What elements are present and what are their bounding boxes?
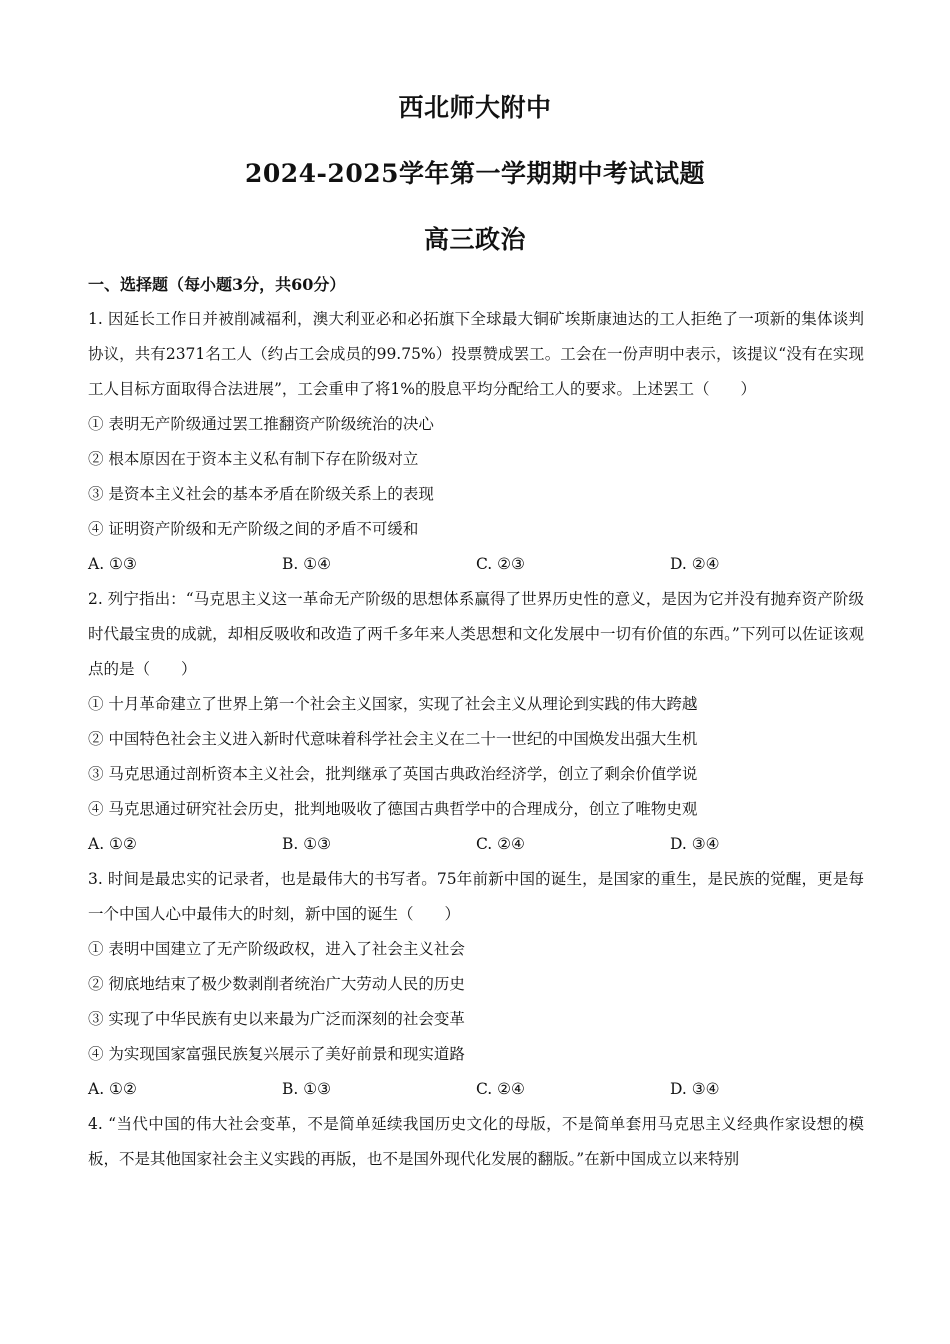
exam-content xyxy=(88,268,864,1177)
question-2 xyxy=(88,582,864,862)
question-option: ① 十月革命建立了世界上第一个社会主义国家，实现了社会主义从理论到实践的伟大跨越 xyxy=(88,695,698,713)
exam-title: 2024-2025学年第一学期期中考试试题 xyxy=(244,159,706,188)
question-option: ③ 是资本主义社会的基本矛盾在阶级关系上的表现 xyxy=(88,485,434,503)
choice-d: D. ③④ xyxy=(670,1080,720,1098)
question-stem: 2. 列宁指出：“马克思主义这一革命无产阶级的思想体系赢得了世界历史性的意义，是因为它并没有抛弃资产阶级时代最宝贵的成就，却相反吸收和改造了两千多年来人类思想和文化发展中一切有价值的东西。”下列可以佐证该观点的是（ ） xyxy=(88,590,864,678)
answer-choices xyxy=(88,547,864,582)
section-heading: 一、选择题（每小题3分，共60分） xyxy=(88,275,346,294)
question-stem: 4. “当代中国的伟大社会变革，不是简单延续我国历史文化的母版，不是简单套用马克思主义经典作家设想的模板，不是其他国家社会主义实践的再版，也不是国外现代化发展的翻版。”在新中国成立以来特别 xyxy=(88,1115,864,1168)
question-stem: 1. 因延长工作日并被削减福利，澳大利亚必和必拓旗下全球最大铜矿埃斯康迪达的工人拒绝了一项新的集体谈判协议，共有2371名工人（约占工会成员的99.75%）投票赞成罢工。工会在一份声明中表示，该提议“没有在实现工人目标方面取得合法进展”，工会重申了将1%的股息平均分配给工人的要求。上述罢工（ ） xyxy=(88,310,864,398)
question-3 xyxy=(88,862,864,1107)
question-option: ③ 实现了中华民族有史以来最为广泛而深刻的社会变革 xyxy=(88,1010,465,1028)
choice-a: A. ①② xyxy=(88,835,137,853)
choice-c: C. ②④ xyxy=(476,835,525,853)
choice-a: A. ①③ xyxy=(88,555,137,573)
answer-choices xyxy=(88,827,864,862)
question-option: ④ 马克思通过研究社会历史，批判地吸收了德国古典哲学中的合理成分，创立了唯物史观 xyxy=(88,800,698,818)
choice-b: B. ①③ xyxy=(282,1080,332,1098)
question-option: ① 表明无产阶级通过罢工推翻资产阶级统治的决心 xyxy=(88,415,434,433)
choice-b: B. ①④ xyxy=(282,555,332,573)
choice-d: D. ③④ xyxy=(670,835,720,853)
question-4 xyxy=(88,1107,864,1177)
question-option: ④ 证明资产阶级和无产阶级之间的矛盾不可缓和 xyxy=(88,520,419,538)
choice-a: A. ①② xyxy=(88,1080,137,1098)
school-title: 西北师大附中 xyxy=(398,93,552,122)
question-option: ③ 马克思通过剖析资本主义社会，批判继承了英国古典政治经济学，创立了剩余价值学说 xyxy=(88,765,698,783)
choice-c: C. ②④ xyxy=(476,1080,525,1098)
question-stem: 3. 时间是最忠实的记录者，也是最伟大的书写者。75年前新中国的诞生，是国家的重生，是民族的觉醒，更是每一个中国人心中最伟大的时刻，新中国的诞生（ ） xyxy=(88,870,864,923)
answer-choices xyxy=(88,1072,864,1107)
question-1 xyxy=(88,302,864,582)
choice-b: B. ①③ xyxy=(282,835,332,853)
question-option: ② 根本原因在于资本主义私有制下存在阶级对立 xyxy=(88,450,419,468)
question-option: ④ 为实现国家富强民族复兴展示了美好前景和现实道路 xyxy=(88,1045,465,1063)
question-option: ② 彻底地结束了极少数剥削者统治广大劳动人民的历史 xyxy=(88,975,465,993)
question-option: ① 表明中国建立了无产阶级政权，进入了社会主义社会 xyxy=(88,940,465,958)
choice-d: D. ②④ xyxy=(670,555,720,573)
question-option: ② 中国特色社会主义进入新时代意味着科学社会主义在二十一世纪的中国焕发出强大生机 xyxy=(88,730,698,748)
choice-c: C. ②③ xyxy=(476,555,525,573)
subject-title: 高三政治 xyxy=(423,225,526,254)
